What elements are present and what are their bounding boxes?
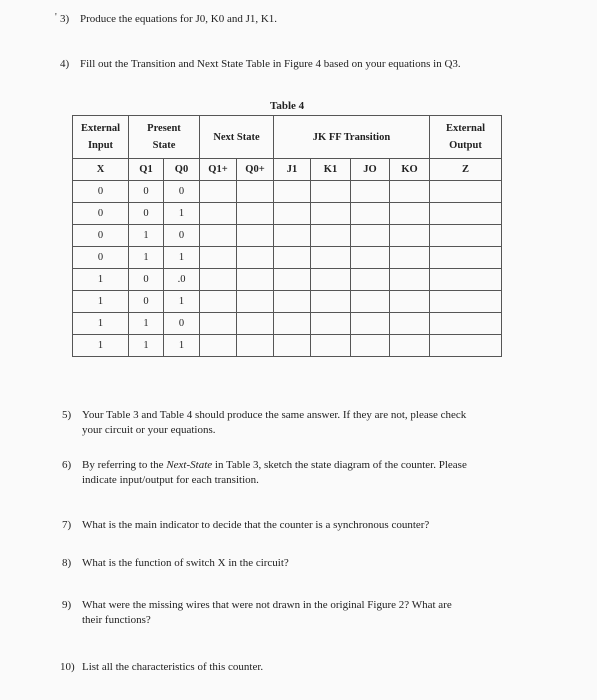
cell-q0: 0 (164, 181, 200, 203)
cell-z[interactable] (430, 313, 502, 335)
cell-k0[interactable] (390, 247, 430, 269)
header-external-output-line2: Output (449, 140, 482, 151)
table-header-row (73, 116, 502, 159)
cell-k1[interactable] (311, 181, 351, 203)
cell-q0-next[interactable] (237, 247, 274, 269)
cell-k0[interactable] (390, 181, 430, 203)
question-7-number: 7) (62, 519, 72, 531)
question-6 (62, 458, 502, 488)
cell-x: 0 (73, 181, 129, 203)
cell-j0[interactable] (351, 181, 390, 203)
cell-q1: 0 (129, 291, 164, 313)
cell-q0: 0 (164, 313, 200, 335)
cell-k0[interactable] (390, 335, 430, 357)
cell-k1[interactable] (311, 269, 351, 291)
cell-k1[interactable] (311, 247, 351, 269)
table-body (73, 181, 502, 357)
question-6-number: 6) (62, 459, 72, 471)
header-external-output-line1: External (445, 123, 486, 134)
question-9-text: What were the missing wires that were not drawn in the original Figure 2? What are (82, 599, 452, 611)
cell-j0[interactable] (351, 225, 390, 247)
question-6-text-emphasis: Next-State (166, 459, 213, 471)
question-5-number: 5) (62, 409, 72, 421)
cell-q0-next[interactable] (237, 203, 274, 225)
cell-q1: 1 (129, 225, 164, 247)
cell-q1: 1 (129, 335, 164, 357)
table-row (73, 247, 502, 269)
cell-k0[interactable] (390, 203, 430, 225)
cell-z[interactable] (430, 203, 502, 225)
subheader-k1: K1 (311, 159, 351, 181)
cell-k0[interactable] (390, 225, 430, 247)
cell-z[interactable] (430, 225, 502, 247)
cell-q1-next[interactable] (200, 225, 237, 247)
table-row (73, 335, 502, 357)
cell-j1[interactable] (274, 225, 311, 247)
cell-q1: 0 (129, 269, 164, 291)
cell-q0: 1 (164, 291, 200, 313)
header-jk-ff-transition: JK FF Transition (274, 116, 430, 159)
table-caption: Table 4 (270, 100, 305, 112)
question-9-number: 9) (62, 599, 72, 611)
question-4-text: Fill out the Transition and Next State Table in Figure 4 based on your equations in Q3. (80, 58, 461, 70)
cell-q1: 0 (129, 181, 164, 203)
cell-q1-next[interactable] (200, 203, 237, 225)
subheader-x: X (73, 159, 129, 181)
subheader-q1-next: Q1+ (200, 159, 237, 181)
cell-z[interactable] (430, 247, 502, 269)
cell-j0[interactable] (351, 203, 390, 225)
cell-j1[interactable] (274, 313, 311, 335)
cell-j0[interactable] (351, 313, 390, 335)
cell-j1[interactable] (274, 335, 311, 357)
cell-q1: 1 (129, 313, 164, 335)
header-external-output (430, 116, 502, 159)
cell-z[interactable] (430, 181, 502, 203)
question-6-continuation: indicate input/output for each transition. (82, 474, 259, 486)
question-8 (62, 556, 289, 571)
cell-j0[interactable] (351, 269, 390, 291)
cell-j0[interactable] (351, 291, 390, 313)
question-3-number: 3) (60, 13, 70, 25)
subheader-q0: Q0 (164, 159, 200, 181)
cell-x: 0 (73, 203, 129, 225)
question-7 (62, 518, 429, 533)
subheader-z: Z (430, 159, 502, 181)
question-9 (62, 598, 502, 628)
subheader-k0: KO (390, 159, 430, 181)
cell-q0: 0 (164, 225, 200, 247)
question-10-number: 10) (60, 661, 75, 673)
cell-k1[interactable] (311, 225, 351, 247)
cell-q0-next[interactable] (237, 225, 274, 247)
header-external-input-line1: External (80, 123, 121, 134)
cell-q1: 0 (129, 203, 164, 225)
cell-q1-next[interactable] (200, 269, 237, 291)
question-8-text: What is the function of switch X in the circuit? (82, 557, 289, 569)
question-5 (62, 408, 502, 438)
table-subheader-row (73, 159, 502, 181)
cell-z[interactable] (430, 291, 502, 313)
question-4 (60, 57, 461, 72)
cell-q1-next[interactable] (200, 247, 237, 269)
question-8-number: 8) (62, 557, 72, 569)
question-6-text-a: By referring to the (82, 459, 167, 471)
header-next-state: Next State (200, 116, 274, 159)
cell-x: 0 (73, 247, 129, 269)
cell-q0-next[interactable] (237, 291, 274, 313)
question-7-text: What is the main indicator to decide that the counter is a synchronous counter? (82, 519, 430, 531)
cell-q0-next[interactable] (237, 313, 274, 335)
question-4-number: 4) (60, 58, 70, 70)
cell-x: 1 (73, 269, 129, 291)
subheader-j1: J1 (274, 159, 311, 181)
cell-q1-next[interactable] (200, 335, 237, 357)
cell-x: 1 (73, 335, 129, 357)
header-external-input (73, 116, 129, 159)
cell-j1[interactable] (274, 203, 311, 225)
cell-k0[interactable] (390, 313, 430, 335)
question-6-text-b: in Table 3, sketch the state diagram of the counter. Please (212, 459, 467, 471)
header-external-input-line2: Input (87, 140, 114, 151)
cell-j1[interactable] (274, 181, 311, 203)
cell-q0-next[interactable] (237, 181, 274, 203)
table-row (73, 225, 502, 247)
cell-j1[interactable] (274, 269, 311, 291)
cell-z[interactable] (430, 335, 502, 357)
cell-k1[interactable] (311, 335, 351, 357)
cell-k1[interactable] (311, 203, 351, 225)
question-5-text: Your Table 3 and Table 4 should produce the same answer. If they are not, please check (82, 409, 467, 421)
cell-j1[interactable] (274, 247, 311, 269)
cell-q1-next[interactable] (200, 291, 237, 313)
cell-j0[interactable] (351, 335, 390, 357)
cell-k0[interactable] (390, 269, 430, 291)
table-row (73, 181, 502, 203)
table-row (73, 291, 502, 313)
cell-q0-next[interactable] (237, 269, 274, 291)
question-3-text: Produce the equations for J0, K0 and J1, K1. (80, 13, 278, 25)
cell-q0: 1 (164, 203, 200, 225)
cell-q1-next[interactable] (200, 313, 237, 335)
question-9-continuation: their functions? (82, 614, 151, 626)
cell-q0: 1 (164, 335, 200, 357)
cell-q0-next[interactable] (237, 335, 274, 357)
cell-q1-next[interactable] (200, 181, 237, 203)
margin-mark: ' (55, 12, 57, 23)
subheader-q1: Q1 (129, 159, 164, 181)
cell-q0: .0 (164, 269, 200, 291)
cell-q0: 1 (164, 247, 200, 269)
cell-z[interactable] (430, 269, 502, 291)
subheader-q0-next: Q0+ (237, 159, 274, 181)
question-3 (60, 12, 277, 27)
question-5-continuation: your circuit or your equations. (82, 424, 216, 436)
cell-x: 1 (73, 291, 129, 313)
cell-j1[interactable] (274, 291, 311, 313)
cell-x: 1 (73, 313, 129, 335)
question-10 (60, 660, 263, 675)
header-present-state-line1: Present (147, 123, 181, 134)
cell-x: 0 (73, 225, 129, 247)
table-row (73, 269, 502, 291)
cell-k1[interactable] (311, 291, 351, 313)
header-present-state (129, 116, 200, 159)
transition-table (72, 115, 502, 357)
cell-q1: 1 (129, 247, 164, 269)
table-row (73, 313, 502, 335)
cell-k1[interactable] (311, 313, 351, 335)
header-present-state-line2: State (152, 140, 176, 151)
cell-k0[interactable] (390, 291, 430, 313)
question-10-text: List all the characteristics of this counter. (82, 661, 264, 673)
table-row (73, 203, 502, 225)
cell-j0[interactable] (351, 247, 390, 269)
subheader-j0: JO (351, 159, 390, 181)
